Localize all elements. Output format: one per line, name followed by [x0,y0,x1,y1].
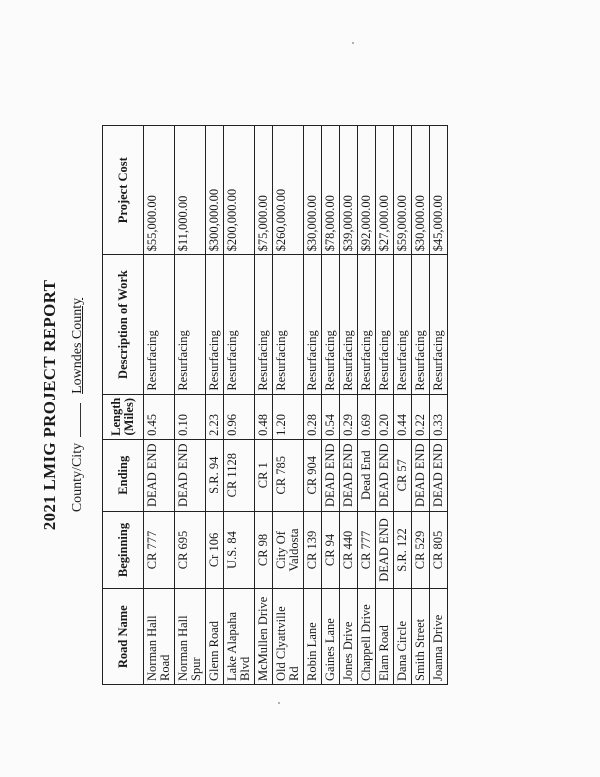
length-cell: 0.44 [394,394,412,439]
table-row [412,126,430,685]
report-sheet [40,125,560,685]
road-name-cell: Dana Circle [394,589,412,685]
project-cost-cell: $300,000.00 [206,126,224,255]
beginning-cell: DEAD END [376,511,394,589]
ending-cell: DEAD END [144,439,175,511]
description-cell: Resurfacing [340,255,358,394]
description-cell: Resurfacing [255,255,273,394]
ending-cell: DEAD END [412,439,430,511]
table-row [224,126,255,685]
table-row [175,126,206,685]
project-cost-cell: $30,000.00 [304,126,322,255]
project-cost-cell: $45,000.00 [430,126,448,255]
ending-cell: CR 904 [304,439,322,511]
ending-cell: CR 785 [273,439,304,511]
length-cell: 0.96 [224,394,255,439]
description-cell: Resurfacing [206,255,224,394]
table-row [144,126,175,685]
length-cell: 0.22 [412,394,430,439]
beginning-cell: CR 695 [175,511,206,589]
road-name-cell: Glenn Road [206,589,224,685]
county-city-label: County/City [70,442,85,513]
ending-cell: CR 1128 [224,439,255,511]
report-title: 2021 LMIG PROJECT REPORT [40,279,59,531]
road-name-cell: Lake Alapaha Blvd [224,589,255,685]
ending-cell: DEAD END [322,439,340,511]
road-name-cell: Elam Road [376,589,394,685]
length-cell: 1.20 [273,394,304,439]
description-cell: Resurfacing [144,255,175,394]
table-row [430,126,448,685]
county-city-blank [80,403,81,437]
road-name-cell: Robin Lane [304,589,322,685]
description-cell: Resurfacing [394,255,412,394]
description-cell: Resurfacing [412,255,430,394]
road-name-cell: Norman Hall Road [144,589,175,685]
project-cost-cell: $11,000.00 [175,126,206,255]
header-description: Description of Work [103,255,144,394]
road-name-cell: Jones Drive [340,589,358,685]
table-row [376,126,394,685]
project-cost-cell: $39,000.00 [340,126,358,255]
table-header-row [103,126,144,685]
description-cell: Resurfacing [376,255,394,394]
beginning-cell: CR 529 [412,511,430,589]
project-table [102,125,448,685]
beginning-cell: City Of Valdosta [273,511,304,589]
ending-cell: DEAD END [430,439,448,511]
description-cell: Resurfacing [224,255,255,394]
road-name-cell: Joanna Drive [430,589,448,685]
description-cell: Resurfacing [358,255,376,394]
project-cost-cell: $78,000.00 [322,126,340,255]
table-row [206,126,224,685]
description-cell: Resurfacing [430,255,448,394]
road-name-cell: Norman Hall Spur [175,589,206,685]
ending-cell: CR 57 [394,439,412,511]
table-row [340,126,358,685]
length-cell: 0.29 [340,394,358,439]
road-name-cell: Smith Street [412,589,430,685]
beginning-cell: CR 805 [430,511,448,589]
beginning-cell: CR 777 [358,511,376,589]
table-row [255,126,273,685]
description-cell: Resurfacing [322,255,340,394]
header-ending: Ending [103,439,144,511]
scan-speck [352,42,354,44]
project-cost-cell: $92,000.00 [358,126,376,255]
table-row [322,126,340,685]
length-cell: 0.28 [304,394,322,439]
beginning-cell: U.S. 84 [224,511,255,589]
length-cell: 0.48 [255,394,273,439]
ending-cell: S.R. 94 [206,439,224,511]
project-cost-cell: $27,000.00 [376,126,394,255]
length-cell: 0.10 [175,394,206,439]
project-cost-cell: $200,000.00 [224,126,255,255]
beginning-cell: CR 98 [255,511,273,589]
ending-cell: DEAD END [175,439,206,511]
road-name-cell: Chappell Drive [358,589,376,685]
ending-cell: DEAD END [340,439,358,511]
length-cell: 0.69 [358,394,376,439]
header-length: Length (Miles) [103,394,144,439]
table-row [394,126,412,685]
length-cell: 0.33 [430,394,448,439]
header-project-cost: Project Cost [103,126,144,255]
road-name-cell: McMullen Drive [255,589,273,685]
ending-cell: Dead End [358,439,376,511]
ending-cell: DEAD END [376,439,394,511]
project-cost-cell: $55,000.00 [144,126,175,255]
beginning-cell: CR 139 [304,511,322,589]
report-subtitle [70,125,86,685]
length-cell: 2.23 [206,394,224,439]
project-cost-cell: $30,000.00 [412,126,430,255]
ending-cell: CR 1 [255,439,273,511]
table-row [273,126,304,685]
project-cost-cell: $75,000.00 [255,126,273,255]
road-name-cell: Old Clyattville Rd [273,589,304,685]
length-cell: 0.54 [322,394,340,439]
scan-speck [278,702,280,704]
beginning-cell: Cr 106 [206,511,224,589]
beginning-cell: CR 94 [322,511,340,589]
length-cell: 0.45 [144,394,175,439]
project-cost-cell: $59,000.00 [394,126,412,255]
header-beginning: Beginning [103,511,144,589]
beginning-cell: S.R. 122 [394,511,412,589]
beginning-cell: CR 440 [340,511,358,589]
description-cell: Resurfacing [304,255,322,394]
county-name: Lowndes County [70,297,85,394]
length-cell: 0.20 [376,394,394,439]
description-cell: Resurfacing [273,255,304,394]
road-name-cell: Gaines Lane [322,589,340,685]
project-cost-cell: $260,000.00 [273,126,304,255]
table-row [358,126,376,685]
beginning-cell: CR 777 [144,511,175,589]
table-row [304,126,322,685]
description-cell: Resurfacing [175,255,206,394]
header-road-name: Road Name [103,589,144,685]
